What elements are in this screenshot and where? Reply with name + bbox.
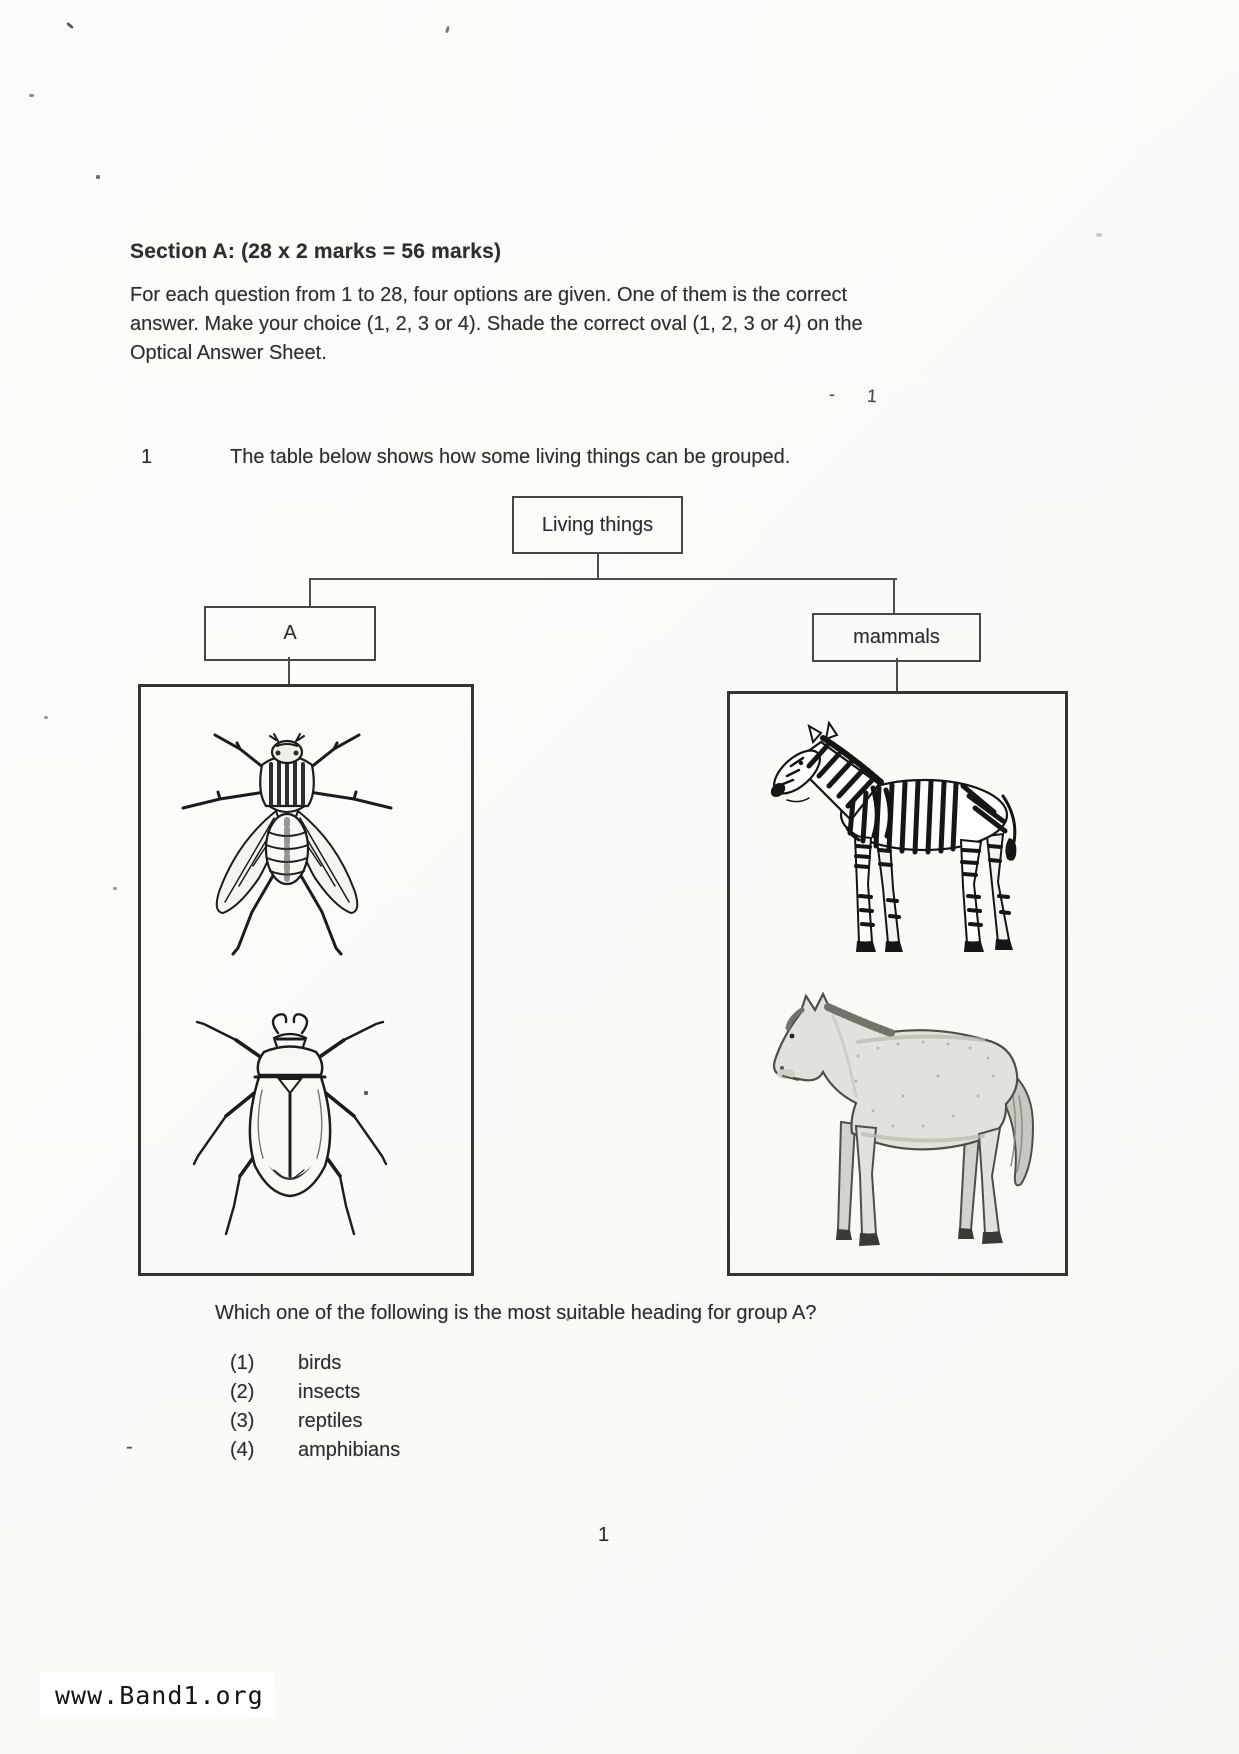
connector-mammals-to-panel	[896, 658, 898, 692]
connector-root-down	[597, 552, 599, 580]
question-intro: The table below shows how some living things can be grouped.	[230, 446, 791, 468]
option-number: (3)	[230, 1410, 255, 1432]
horse-illustration	[738, 976, 1053, 1254]
connector-right-down	[893, 578, 895, 615]
zebra-illustration	[747, 720, 1047, 955]
page-number: 1	[598, 1524, 610, 1546]
connector-horizontal	[309, 578, 897, 580]
stray-dash-mark: -	[829, 384, 835, 404]
option-label: amphibians	[298, 1439, 401, 1461]
tree-root-label: Living things	[541, 513, 654, 536]
group-a-box	[204, 606, 376, 661]
option-label: insects	[298, 1381, 361, 1403]
mammals-label: mammals	[853, 626, 940, 648]
tree-root-box	[512, 496, 683, 554]
watermark-strip	[40, 1672, 275, 1718]
question-prompt: Which one of the following is the most suitable heading for group A?	[215, 1302, 817, 1324]
scan-speck	[29, 94, 34, 97]
scan-speck	[445, 26, 450, 34]
scan-speck	[66, 22, 74, 29]
fly-illustration	[165, 702, 420, 967]
option-number: (2)	[230, 1381, 255, 1403]
connector-a-to-panel	[288, 657, 290, 685]
option-label: birds	[298, 1352, 342, 1374]
instructions-line-3: Optical Answer Sheet.	[130, 342, 327, 364]
option-number: (4)	[230, 1439, 255, 1461]
option-label: reptiles	[298, 1410, 363, 1432]
question-number: 1	[141, 446, 153, 468]
section-heading: Section A: (28 x 2 marks = 56 marks)	[130, 240, 502, 263]
beetle-illustration	[180, 1008, 405, 1236]
connector-left-down	[309, 578, 311, 608]
stray-tick-mark: 1	[866, 385, 878, 407]
group-a-label: A	[283, 622, 297, 644]
instructions-line-1: For each question from 1 to 28, four options are given. One of them is the correct	[130, 284, 848, 306]
option-number: (1)	[230, 1352, 255, 1374]
scan-speck	[1096, 233, 1102, 237]
watermark-text: www.Band1.org	[55, 1680, 264, 1710]
margin-dash-mark: -	[126, 1436, 133, 1458]
scan-speck	[113, 887, 117, 890]
scan-speck	[44, 716, 48, 719]
mammals-box	[812, 613, 981, 662]
scan-speck	[96, 175, 100, 179]
instructions-line-2: answer. Make your choice (1, 2, 3 or 4). Shade the correct oval (1, 2, 3 or 4) on the	[130, 313, 863, 335]
